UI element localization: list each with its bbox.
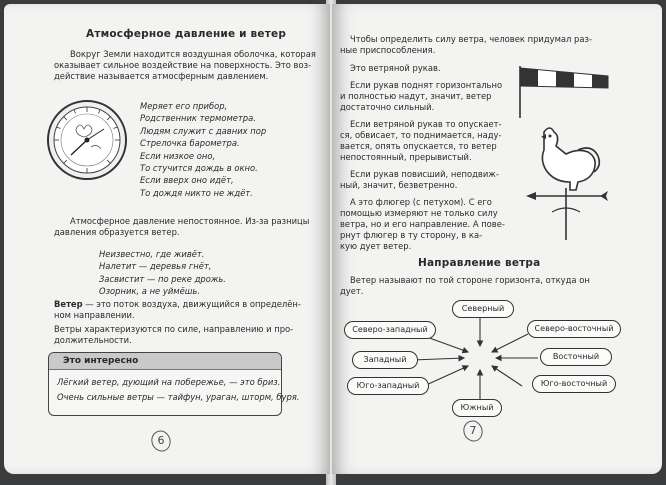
sleeve-caption: Это ветряной рукав. <box>350 63 441 73</box>
section-title-direction: Направление ветра <box>418 257 541 269</box>
direction-east: Восточный <box>540 348 612 366</box>
vane-line-4: рнут флюгер в ту сторону, в ка- <box>340 230 483 240</box>
riddle-line: То стучится дождь в окно. <box>140 163 258 174</box>
page-number-right: 7 <box>469 424 477 437</box>
weathervane-illustration <box>524 122 610 242</box>
fact-line-2: Очень сильные ветры — тайфун, ураган, шторм, буря. <box>57 392 300 402</box>
falling-line-4: непостоянный, прерывистый. <box>340 152 472 162</box>
left-page <box>4 4 330 474</box>
barometer-riddle <box>140 100 266 199</box>
falling-line-3: вается, опять опускается, то ветер <box>340 141 497 151</box>
intro-line-2: оказывает сильное воздействие на поверхность. Это воз- <box>54 60 312 70</box>
riddle-line: Людям служит с давних пор <box>140 125 267 136</box>
direction-line-2: дует. <box>340 286 364 296</box>
direction-southeast: Юго-восточный <box>532 375 616 393</box>
riddle-line: То дождя никто не ждёт. <box>140 187 253 198</box>
wind-definition <box>54 299 301 310</box>
vane-line-1: А это флюгер (с петухом). С его <box>350 197 492 207</box>
barometer-illustration <box>46 99 128 181</box>
vane-line-3: ветра, но и его направление. А пове- <box>340 219 505 229</box>
raised-line-1: Если рукав поднят горизонтально <box>350 80 503 90</box>
windsock-illustration <box>512 62 612 120</box>
definition-line-2: ном направлении. <box>54 310 135 320</box>
characteristics-line-1: Ветры характеризуются по силе, направлению и про- <box>54 324 294 334</box>
wind-riddle-line: Засвистит — по реке дрожь. <box>99 273 226 284</box>
pressure-line-1: Атмосферное давление непостоянное. Из-за разницы <box>70 216 310 226</box>
riddle-line: Родственник термометра. <box>140 113 256 124</box>
definition-term: Ветер <box>54 299 83 309</box>
wind-riddle-line: Налетит — деревья гнёт, <box>99 261 212 272</box>
wind-riddle-line: Озорник, а не уймёшь. <box>99 286 201 297</box>
definition-text: — это поток воздуха, движущийся в определён- <box>82 299 301 309</box>
direction-south: Южный <box>452 399 502 417</box>
vane-line-2: помощью измеряют не только силу <box>340 208 498 218</box>
raised-line-2: и полностью надут, значит, ветер <box>340 91 492 101</box>
riddle-line: Если вверх оно идёт, <box>140 175 234 186</box>
falling-line-2: ся, обвисает, то поднимается, наду- <box>340 130 502 140</box>
direction-southwest: Юго-западный <box>347 377 429 395</box>
fact-line-1: Лёгкий ветер, дующий на побережье, — это бриз. <box>57 377 281 387</box>
right-intro-line-1: Чтобы определить силу ветра, человек придумал раз- <box>350 34 592 44</box>
wind-riddle <box>99 248 226 298</box>
hanging-line-1: Если рукав повисший, неподвиж- <box>350 169 499 179</box>
interesting-box-heading: Это интересно <box>49 353 281 370</box>
hanging-line-2: ный, значит, безветренно. <box>340 180 458 190</box>
right-intro-line-2: ные приспособления. <box>340 45 436 55</box>
direction-northeast: Северо-восточный <box>527 320 621 338</box>
interesting-fact-box <box>48 352 300 416</box>
page-number-left: 6 <box>157 434 165 447</box>
riddle-line: Стрелочка барометра. <box>140 138 240 149</box>
riddle-line: Если низкое оно, <box>140 150 216 161</box>
wind-riddle-line: Неизвестно, где живёт. <box>99 249 205 259</box>
characteristics-line-2: должительности. <box>54 335 132 345</box>
riddle-line: Меряет его прибор, <box>140 101 228 111</box>
intro-line-1: Вокруг Земли находится воздушная оболочка, которая <box>70 49 316 59</box>
direction-north: Северный <box>452 300 514 318</box>
direction-northwest: Северо-западный <box>344 321 436 339</box>
direction-west: Западный <box>352 351 418 369</box>
left-page-title: Атмосферное давление и ветер <box>86 28 287 40</box>
vane-line-5: кую дует ветер. <box>340 241 412 251</box>
falling-line-1: Если ветряной рукав то опускает- <box>350 119 502 129</box>
pressure-line-2: давления образуется ветер. <box>54 227 180 237</box>
intro-line-3: действие называется атмосферным давлением. <box>54 71 269 81</box>
right-page <box>332 4 662 474</box>
raised-line-3: достаточно сильный. <box>340 102 435 112</box>
direction-line-1: Ветер называют по той стороне горизонта, откуда он <box>350 275 590 285</box>
